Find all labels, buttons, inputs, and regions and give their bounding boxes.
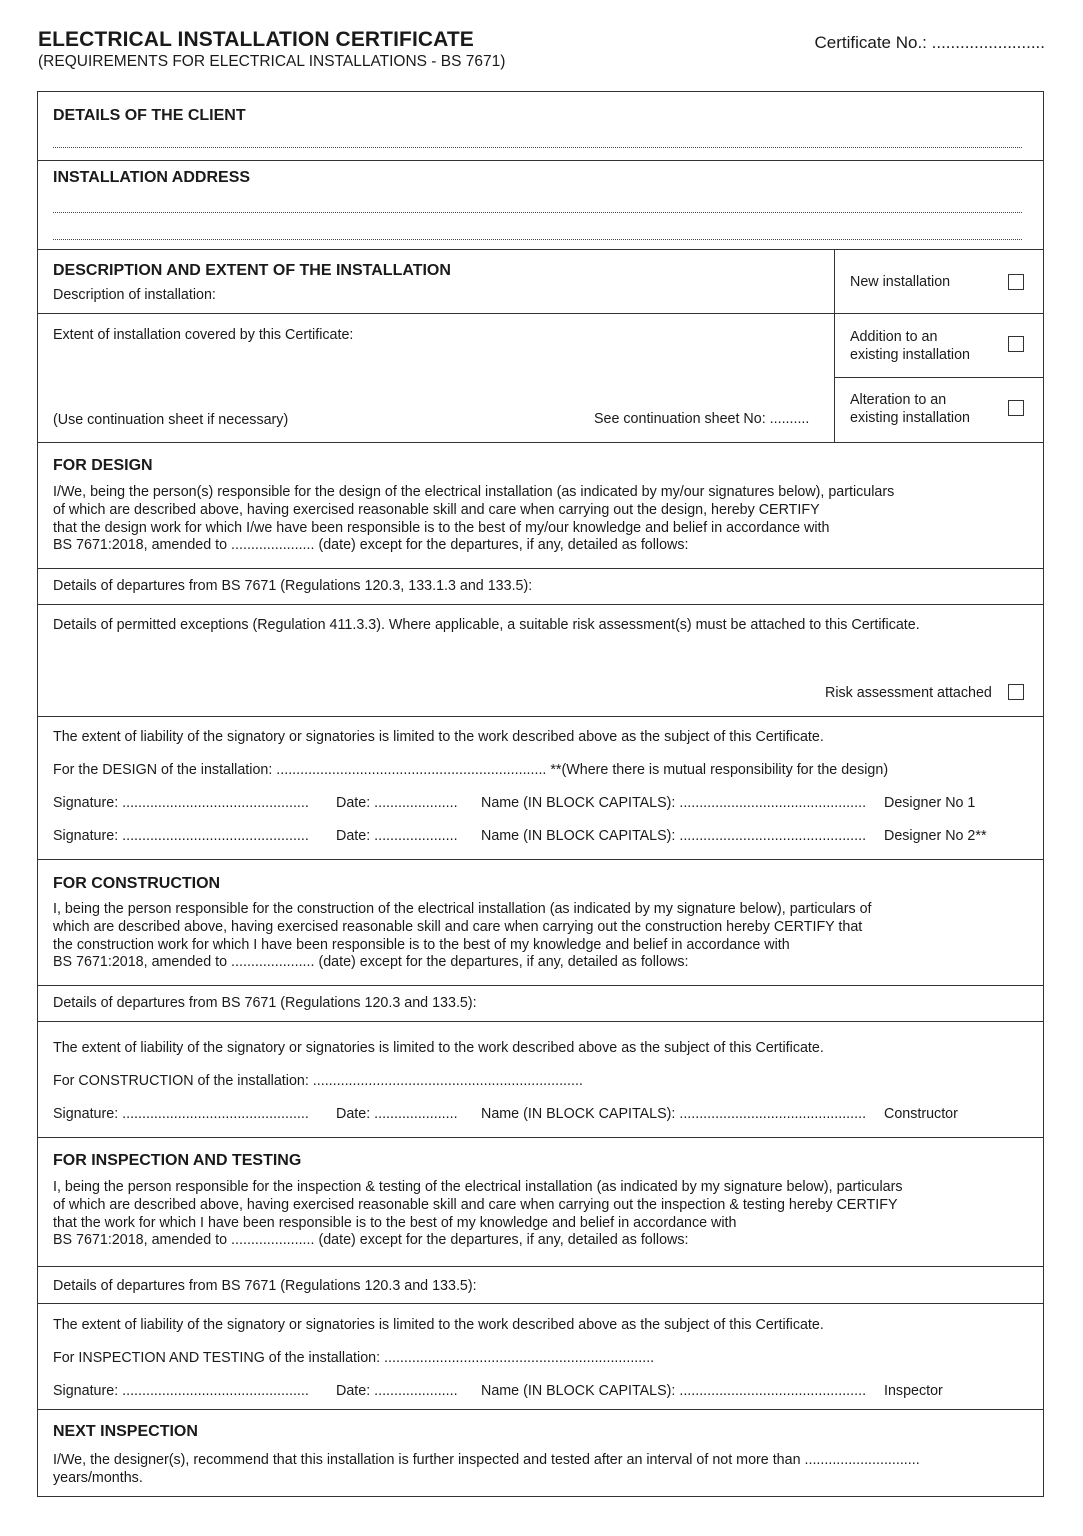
continuation-note: (Use continuation sheet if necessary) <box>53 412 289 428</box>
new-installation-label: New installation <box>850 274 951 290</box>
inspection-heading: FOR INSPECTION AND TESTING <box>53 1152 302 1169</box>
date-field[interactable]: Date: ..................... <box>336 1383 458 1399</box>
name-field[interactable]: Name (IN BLOCK CAPITALS): ............................................... <box>481 1106 867 1122</box>
addition-label: existing installation <box>850 347 971 363</box>
divider <box>38 249 1043 250</box>
address-line-2-field[interactable] <box>53 239 1022 240</box>
inspection-liability-text: The extent of liability of the signatory or signatories is limited to the work described above as the subject of this Certificate. <box>53 1317 824 1333</box>
description-label: Description of installation: <box>53 287 216 303</box>
risk-assessment-checkbox[interactable] <box>1008 684 1024 700</box>
next-inspection-unit: years/months. <box>53 1470 143 1486</box>
alteration-label: existing installation <box>850 410 971 426</box>
signature-field[interactable]: Signature: ............................................... <box>53 1383 309 1399</box>
date-field[interactable]: Date: ..................... <box>336 795 458 811</box>
inspector-signature-row <box>53 1383 1033 1401</box>
divider <box>38 442 1043 443</box>
divider <box>38 716 1043 717</box>
client-details-field[interactable] <box>53 147 1022 148</box>
signature-field[interactable]: Signature: ............................................... <box>53 828 309 844</box>
construction-for-line[interactable]: For CONSTRUCTION of the installation: .................................................................... <box>53 1073 583 1089</box>
description-heading: DESCRIPTION AND EXTENT OF THE INSTALLATION <box>53 262 451 279</box>
construction-liability-text: The extent of liability of the signatory or signatories is limited to the work described above as the subject of this Certificate. <box>53 1040 824 1056</box>
inspection-for-line[interactable]: For INSPECTION AND TESTING of the installation: .................................................................... <box>53 1350 655 1366</box>
next-inspection-interval-field[interactable]: I/We, the designer(s), recommend that this installation is further inspected and tested after an interval of not more than ............................. <box>53 1452 920 1468</box>
design-exceptions-label: Details of permitted exceptions (Regulation 411.3.3). Where applicable, a suitable risk assessment(s) must be attached to this Certificate. <box>53 617 920 633</box>
addition-checkbox[interactable] <box>1008 336 1024 352</box>
construction-certification-text: I, being the person responsible for the construction of the electrical installation (as indicated by my signature below), particulars of which are described above, having exercised reasonable skill and care when carrying out the construction hereby CERTIFY that the construction work for which I have been responsible is to the best of my knowledge and belief in accordance with BS 7671:2018, amended to ..................... (date) except for the departures, if any, detailed as follows: <box>53 901 872 971</box>
design-certification-text: I/We, being the person(s) responsible for the design of the electrical installation (as indicated by my/our signatures below), particulars of which are described above, having exercised reasonable skill and care when carrying out the design, hereby CERTIFY that the design work for which I/we have been responsible is to the best of my/our knowledge and belief in accordance with BS 7671:2018, amended to ..................... (date) except for the departures, if any, detailed as follows: <box>53 484 895 554</box>
design-heading: FOR DESIGN <box>53 457 153 474</box>
role-label: Constructor <box>884 1106 958 1122</box>
certificate-form <box>37 91 1044 1497</box>
next-inspection-heading: NEXT INSPECTION <box>53 1423 198 1440</box>
name-field[interactable]: Name (IN BLOCK CAPITALS): ............................................... <box>481 1383 867 1399</box>
alteration-checkbox[interactable] <box>1008 400 1024 416</box>
extent-label: Extent of installation covered by this Certificate: <box>53 327 354 343</box>
divider <box>834 377 1043 378</box>
construction-departures-label: Details of departures from BS 7671 (Regulations 120.3 and 133.5): <box>53 995 477 1011</box>
new-installation-checkbox[interactable] <box>1008 274 1024 290</box>
certificate-subtitle: (REQUIREMENTS FOR ELECTRICAL INSTALLATIONS - BS 7671) <box>38 53 506 70</box>
certificate-title: ELECTRICAL INSTALLATION CERTIFICATE <box>38 28 474 51</box>
divider <box>38 1409 1043 1410</box>
divider <box>38 1266 1043 1267</box>
divider <box>38 604 1043 605</box>
inspection-certification-text: I, being the person responsible for the inspection & testing of the electrical installation (as indicated by my signature below), particulars of which are described above, having exercised reasonable skill and care when carrying out the inspection & testing hereby CERTIFY that the work for which I have been responsible is to the best of my knowledge and belief in accordance with BS 7671:2018, amended to ..................... (date) except for the departures, if any, detailed as follows: <box>53 1179 903 1249</box>
role-label: Designer No 1 <box>884 795 976 811</box>
role-label: Inspector <box>884 1383 943 1399</box>
role-label: Designer No 2** <box>884 828 987 844</box>
divider <box>38 160 1043 161</box>
address-heading: INSTALLATION ADDRESS <box>53 169 251 186</box>
divider <box>38 1137 1043 1138</box>
client-heading: DETAILS OF THE CLIENT <box>53 107 246 124</box>
divider <box>38 1303 1043 1304</box>
signature-field[interactable]: Signature: ............................................... <box>53 1106 309 1122</box>
certificate-number-field[interactable]: Certificate No.: ........................ <box>814 33 1045 52</box>
inspection-departures-label: Details of departures from BS 7671 (Regulations 120.3 and 133.5): <box>53 1278 477 1294</box>
divider <box>38 985 1043 986</box>
divider <box>38 313 1043 314</box>
continuation-sheet-field[interactable]: See continuation sheet No: .......... <box>594 411 810 427</box>
divider <box>38 568 1043 569</box>
alteration-label: Alteration to an <box>850 392 947 408</box>
divider <box>38 1021 1043 1022</box>
divider <box>834 249 835 442</box>
address-line-1-field[interactable] <box>53 212 1022 213</box>
constructor-signature-row <box>53 1106 1033 1124</box>
designer-2-signature-row <box>53 828 1033 846</box>
designer-1-signature-row <box>53 795 1033 813</box>
date-field[interactable]: Date: ..................... <box>336 828 458 844</box>
addition-label: Addition to an <box>850 329 938 345</box>
design-departures-label: Details of departures from BS 7671 (Regulations 120.3, 133.1.3 and 133.5): <box>53 578 533 594</box>
name-field[interactable]: Name (IN BLOCK CAPITALS): ............................................... <box>481 828 867 844</box>
design-for-line[interactable]: For the DESIGN of the installation: .................................................................... **(Where there is mutual responsibility for the design) <box>53 762 889 778</box>
construction-heading: FOR CONSTRUCTION <box>53 875 221 892</box>
signature-field[interactable]: Signature: ............................................... <box>53 795 309 811</box>
divider <box>38 859 1043 860</box>
date-field[interactable]: Date: ..................... <box>336 1106 458 1122</box>
name-field[interactable]: Name (IN BLOCK CAPITALS): ............................................... <box>481 795 867 811</box>
design-liability-text: The extent of liability of the signatory or signatories is limited to the work described above as the subject of this Certificate. <box>53 729 824 745</box>
risk-assessment-label: Risk assessment attached <box>825 685 992 701</box>
